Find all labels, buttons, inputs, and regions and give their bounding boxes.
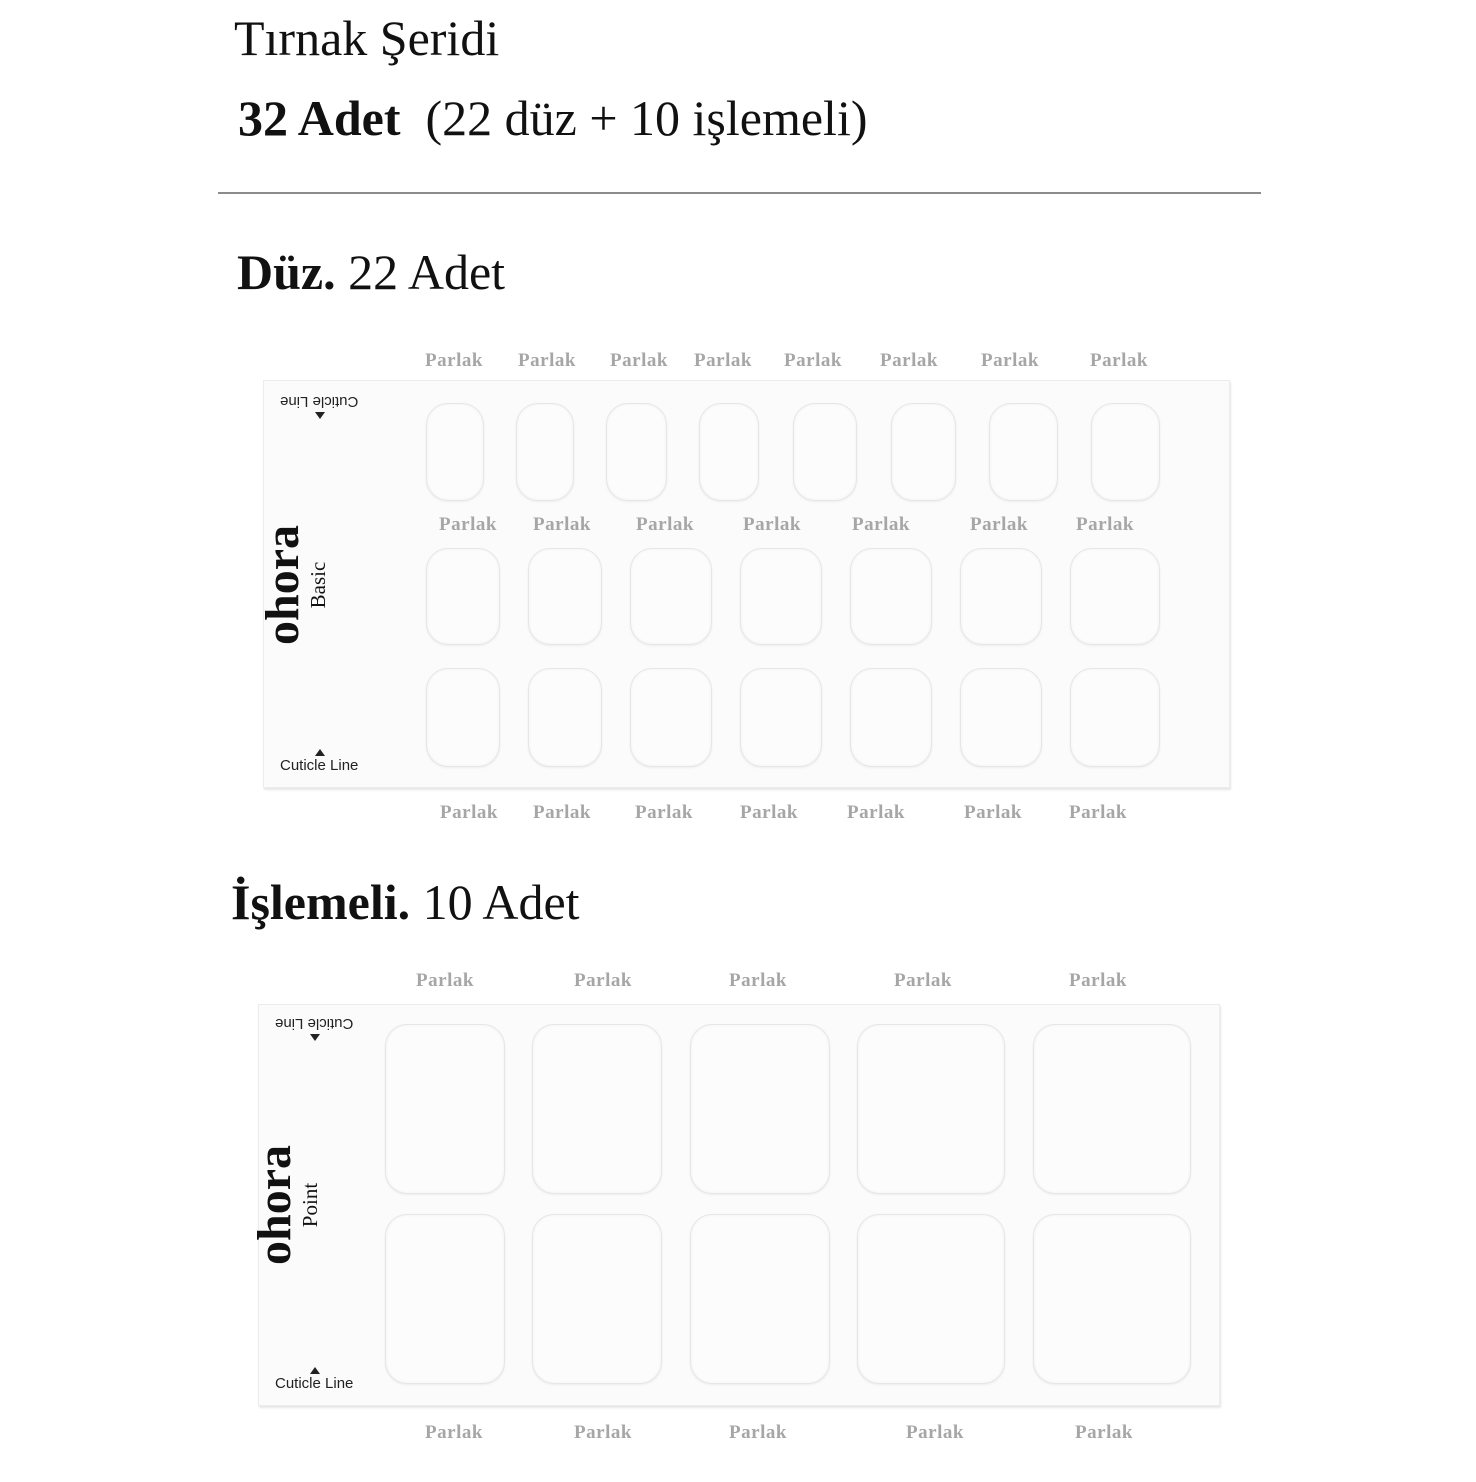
parlak-label: Parlak <box>574 1422 632 1443</box>
parlak-label: Parlak <box>729 1422 787 1443</box>
parlak-label: Parlak <box>906 1422 964 1443</box>
nail-slot <box>960 668 1042 767</box>
nail-slot <box>989 403 1058 501</box>
parlak-label: Parlak <box>533 514 591 535</box>
basic-section-heading <box>237 240 505 304</box>
nail-slot <box>606 403 667 501</box>
total-count <box>238 86 868 150</box>
parlak-label: Parlak <box>518 350 576 371</box>
parlak-label: Parlak <box>635 802 693 823</box>
parlak-label: Parlak <box>533 802 591 823</box>
parlak-label: Parlak <box>416 970 474 991</box>
brand-logo: ohora <box>248 1145 301 1265</box>
parlak-label: Parlak <box>1069 802 1127 823</box>
nail-slot <box>532 1214 662 1384</box>
parlak-label: Parlak <box>784 350 842 371</box>
nail-slot <box>960 548 1042 645</box>
total-count-detail: (22 düz + 10 işlemeli) <box>425 90 868 146</box>
parlak-label: Parlak <box>425 1422 483 1443</box>
parlak-label: Parlak <box>425 350 483 371</box>
nail-slot <box>690 1024 830 1194</box>
nail-slot <box>528 548 602 645</box>
total-count-bold: 32 Adet <box>238 90 401 146</box>
nail-slot <box>740 548 822 645</box>
parlak-label: Parlak <box>894 970 952 991</box>
nail-slot <box>850 668 932 767</box>
parlak-label: Parlak <box>440 802 498 823</box>
nail-slot <box>516 403 574 501</box>
nail-slot <box>1033 1024 1191 1194</box>
nail-slot <box>1091 403 1160 501</box>
parlak-label: Parlak <box>439 514 497 535</box>
nail-slot <box>630 668 712 767</box>
basic-brand-block <box>256 435 389 735</box>
parlak-label: Parlak <box>1069 970 1127 991</box>
cuticle-line-top-label: Cuticle Line <box>280 393 359 410</box>
nail-slot <box>1070 548 1160 645</box>
nail-slot <box>532 1024 662 1194</box>
nail-slot <box>385 1214 505 1384</box>
parlak-label: Parlak <box>574 970 632 991</box>
nail-slot <box>426 403 484 501</box>
parlak-label: Parlak <box>1075 1422 1133 1443</box>
parlak-label: Parlak <box>610 350 668 371</box>
nail-slot <box>740 668 822 767</box>
point-section-heading <box>231 870 580 934</box>
parlak-label: Parlak <box>852 514 910 535</box>
parlak-label: Parlak <box>970 514 1028 535</box>
nail-slot <box>891 403 956 501</box>
parlak-label: Parlak <box>694 350 752 371</box>
nail-slot <box>793 403 857 501</box>
parlak-label: Parlak <box>880 350 938 371</box>
nail-slot <box>426 668 500 767</box>
parlak-label: Parlak <box>636 514 694 535</box>
nail-slot <box>1070 668 1160 767</box>
nail-slot <box>699 403 759 501</box>
cuticle-arrow-up-icon <box>310 1367 320 1374</box>
basic-heading-count: 22 Adet <box>348 244 506 300</box>
point-brand-block <box>248 1055 381 1355</box>
parlak-label: Parlak <box>740 802 798 823</box>
cuticle-line-bottom-label: Cuticle Line <box>275 1375 354 1392</box>
brand-line-name: Basic <box>306 561 330 609</box>
cuticle-line-bottom-label: Cuticle Line <box>280 757 359 774</box>
nail-slot <box>528 668 602 767</box>
point-heading-bold: İşlemeli. <box>231 874 411 930</box>
page-title: Tırnak Şeridi <box>234 10 500 66</box>
nail-slot <box>630 548 712 645</box>
parlak-label: Parlak <box>743 514 801 535</box>
point-heading-count: 10 Adet <box>422 874 580 930</box>
cuticle-arrow-down-icon <box>310 1034 320 1041</box>
parlak-label: Parlak <box>1076 514 1134 535</box>
parlak-label: Parlak <box>964 802 1022 823</box>
nail-slot <box>690 1214 830 1384</box>
nail-slot <box>857 1214 1005 1384</box>
divider <box>218 192 1261 194</box>
parlak-label: Parlak <box>981 350 1039 371</box>
nail-slot <box>385 1024 505 1194</box>
parlak-label: Parlak <box>1090 350 1148 371</box>
basic-heading-bold: Düz. <box>237 244 336 300</box>
nail-slot <box>426 548 500 645</box>
nail-slot <box>857 1024 1005 1194</box>
brand-line-name: Point <box>298 1182 322 1228</box>
brand-logo: ohora <box>256 525 309 645</box>
parlak-label: Parlak <box>729 970 787 991</box>
nail-slot <box>850 548 932 645</box>
cuticle-arrow-down-icon <box>315 412 325 419</box>
nail-slot <box>1033 1214 1191 1384</box>
parlak-label: Parlak <box>847 802 905 823</box>
cuticle-arrow-up-icon <box>315 749 325 756</box>
cuticle-line-top-label: Cuticle Line <box>275 1015 354 1032</box>
